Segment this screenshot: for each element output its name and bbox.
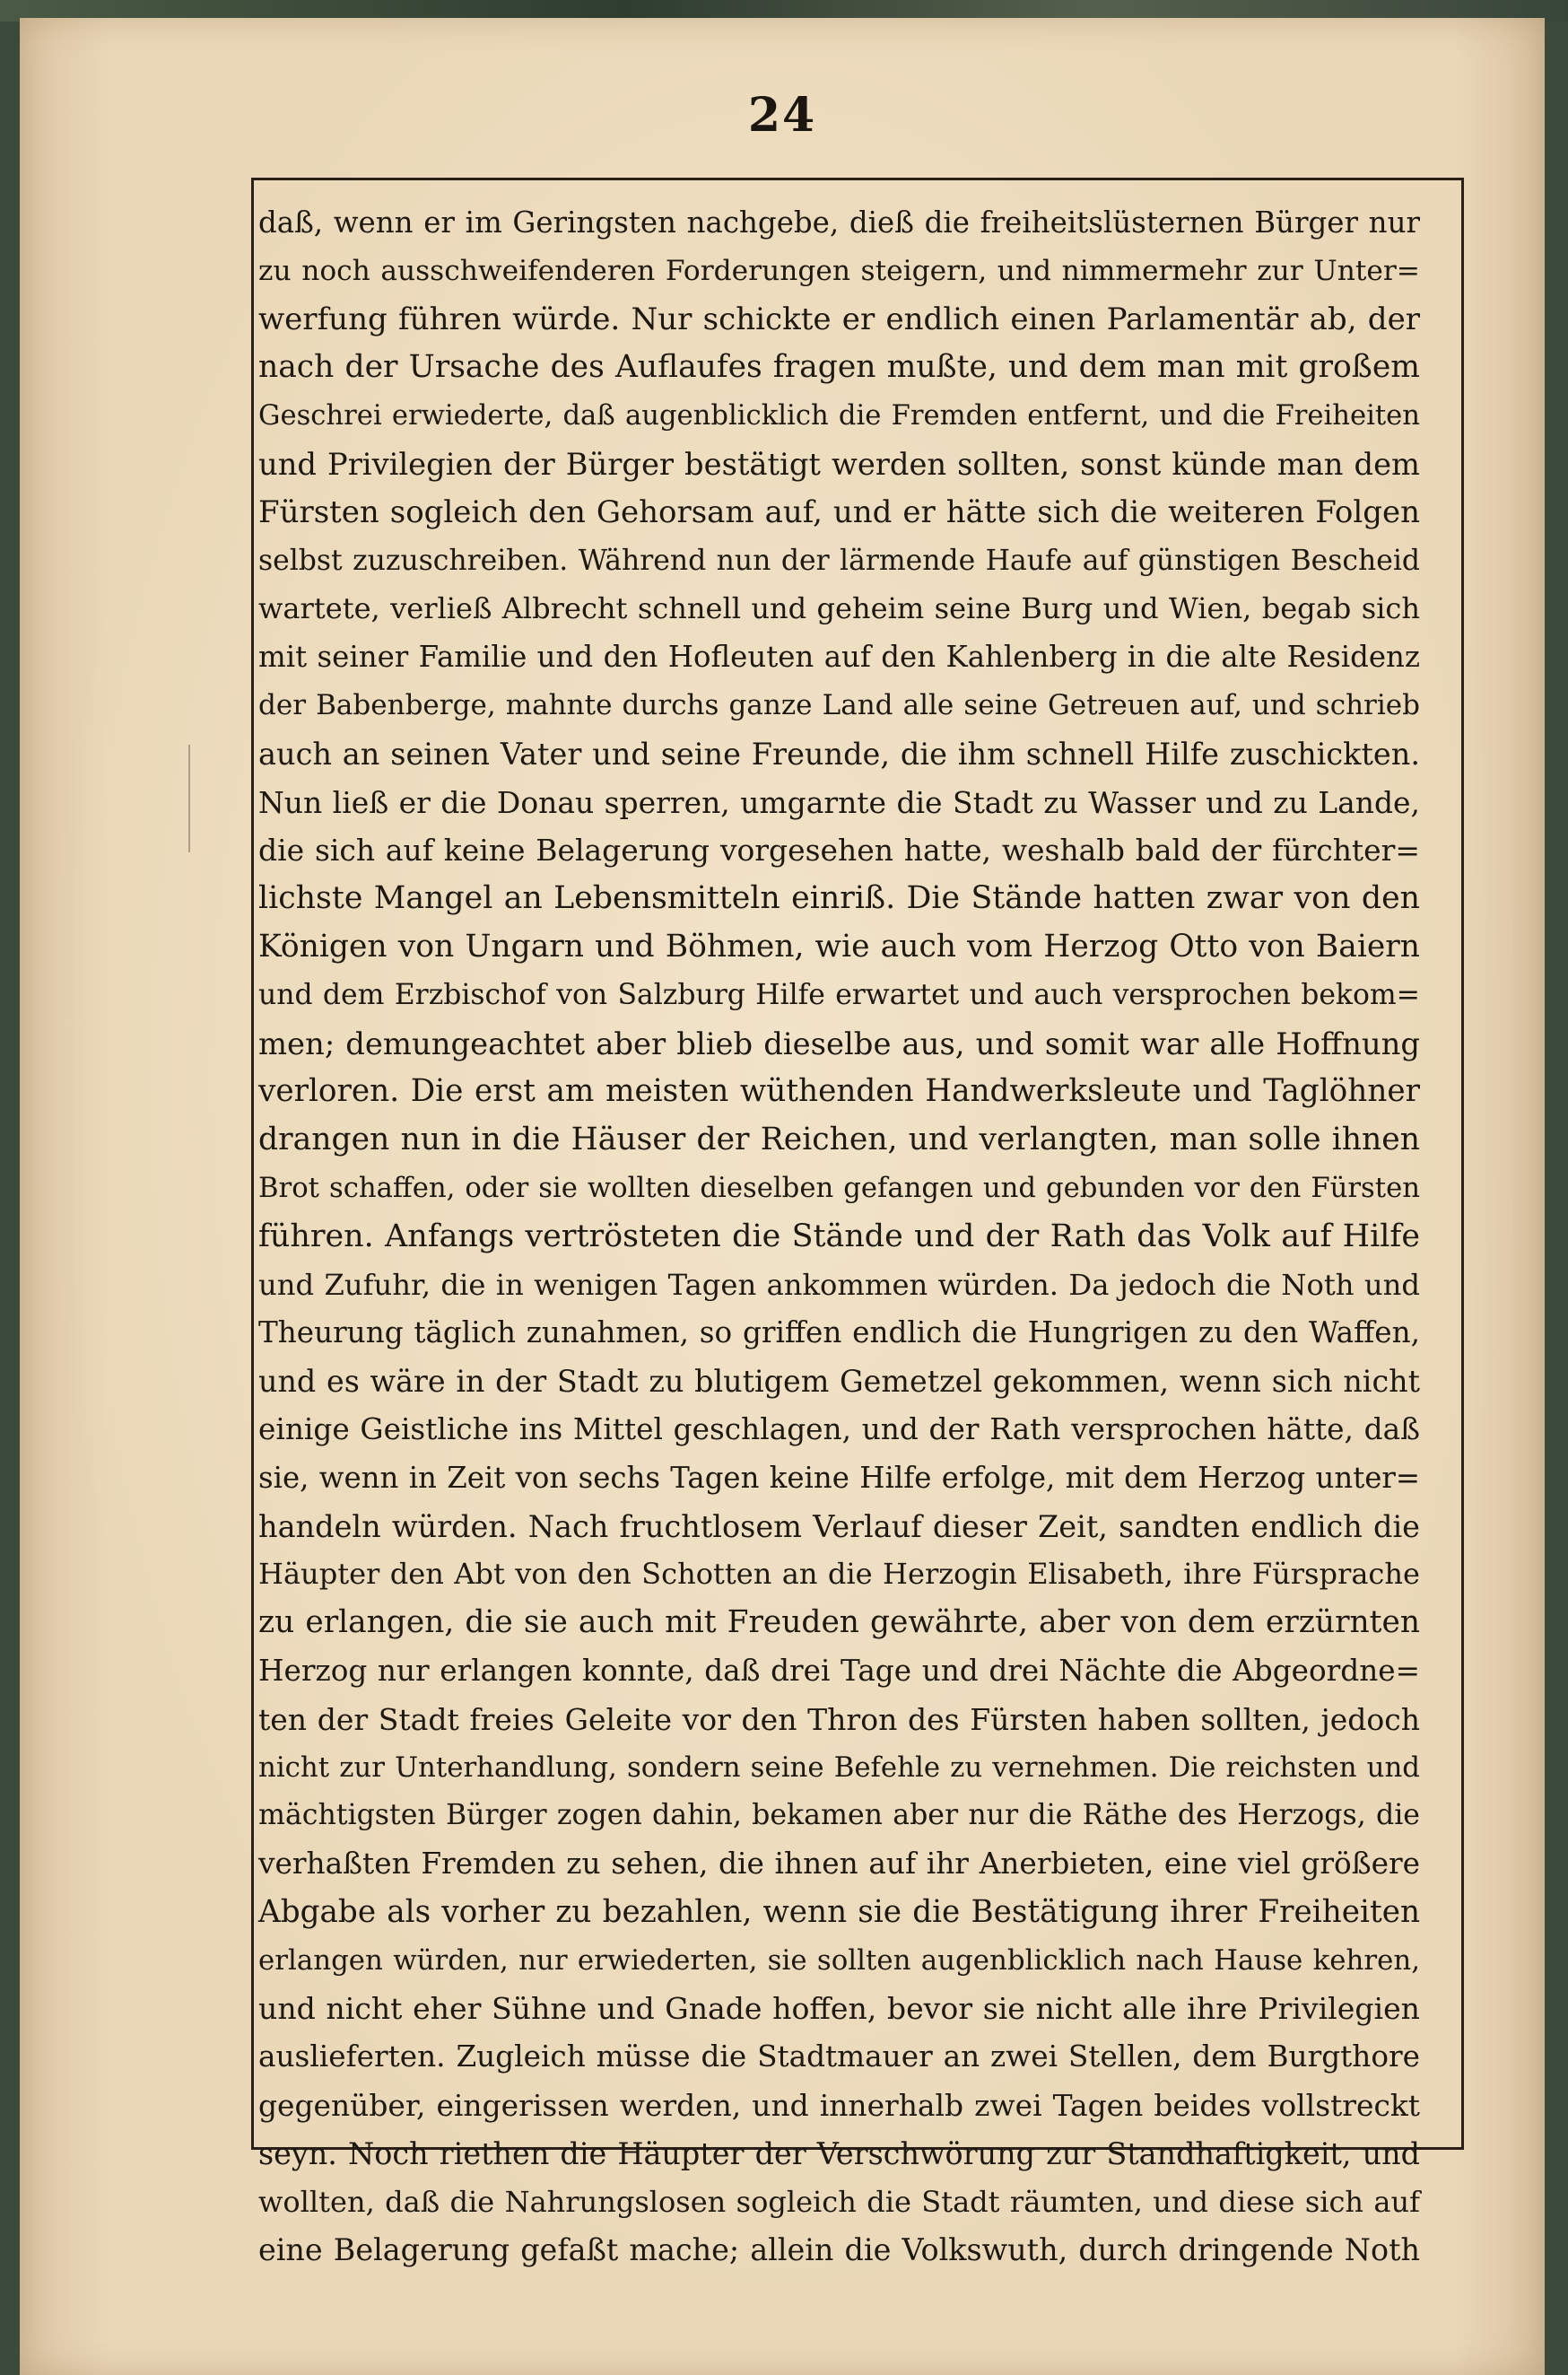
text-line: eine Belagerung gefaßt mache; allein die Volkswuth, durch dringende Noth xyxy=(258,2232,1420,2268)
text-line: verhaßten Fremden zu sehen, die ihnen auf ihr Anerbieten, eine viel größere xyxy=(258,1847,1420,1882)
text-line: und Zufuhr, die in wenigen Tagen ankommen würden. Da jedoch die Noth und xyxy=(258,1267,1420,1302)
text-line: Theurung täglich zunahmen, so griffen endlich die Hungrigen zu den Waffen, xyxy=(258,1315,1420,1350)
text-line: gegenüber, eingerissen werden, und innerhalb zwei Tagen beides vollstreckt xyxy=(258,2088,1420,2124)
text-line: und dem Erzbischof von Salzburg Hilfe erwartet und auch versprochen bekom= xyxy=(258,978,1420,1011)
text-line: auch an seinen Vater und seine Freunde, die ihm schnell Hilfe zuschickten. xyxy=(258,736,1420,772)
text-line: lichste Mangel an Lebensmitteln einriß. Die Stände hatten zwar von den xyxy=(258,880,1420,917)
text-line: und Privilegien der Bürger bestätigt werden sollten, sonst künde man dem xyxy=(258,446,1420,482)
text-line: Häupter den Abt von den Schotten an die Herzogin Elisabeth, ihre Fürsprache xyxy=(258,1557,1420,1592)
text-line: wartete, verließ Albrecht schnell und geheim seine Burg und Wien, begab sich xyxy=(258,591,1420,626)
text-line: wollten, daß die Nahrungslosen sogleich die Stadt räumten, und diese sich auf xyxy=(258,2184,1420,2219)
text-line: nach der Ursache des Auflaufes fragen mußte, und dem man mit großem xyxy=(258,349,1420,386)
text-line: mächtigsten Bürger zogen dahin, bekamen aber nur die Räthe des Herzogs, die xyxy=(258,1799,1420,1832)
text-line: Brot schaffen, oder sie wollten dieselben gefangen und gebunden vor den Fürsten xyxy=(258,1172,1420,1204)
text-line: men; demungeachtet aber blieb dieselbe aus, und somit war alle Hoffnung xyxy=(258,1026,1420,1061)
text-line: Herzog nur erlangen konnte, daß drei Tage und drei Nächte die Abgeordne= xyxy=(258,1653,1420,1688)
text-line: und es wäre in der Stadt zu blutigem Gemetzel gekommen, wenn sich nicht xyxy=(258,1364,1420,1400)
body-text xyxy=(258,199,1420,2275)
text-line: auslieferten. Zugleich müsse die Stadtmauer an zwei Stellen, dem Burgthore xyxy=(258,2039,1420,2074)
text-line: der Babenberge, mahnte durchs ganze Land alle seine Getreuen auf, und schrieb xyxy=(258,688,1420,721)
text-line: selbst zuzuschreiben. Während nun der lärmende Haufe auf günstigen Bescheid xyxy=(258,544,1420,577)
text-line: nicht zur Unterhandlung, sondern seine Befehle zu vernehmen. Die reichsten und xyxy=(258,1751,1420,1784)
text-line: daß, wenn er im Geringsten nachgebe, dieß die freiheitslüsternen Bürger nur xyxy=(258,205,1420,240)
text-line: zu noch ausschweifenderen Forderungen steigern, und nimmermehr zur Unter= xyxy=(258,254,1420,287)
text-line: führen. Anfangs vertrösteten die Stände und der Rath das Volk auf Hilfe xyxy=(258,1218,1420,1254)
text-line: ten der Stadt freies Geleite vor den Thron des Fürsten haben sollten, jedoch xyxy=(258,1701,1420,1737)
text-line: Fürsten sogleich den Gehorsam auf, und er hätte sich die weiteren Folgen xyxy=(258,493,1420,530)
text-line: Geschrei erwiederte, daß augenblicklich die Fremden entfernt, und die Freiheiten xyxy=(258,400,1420,432)
text-line: Nun ließ er die Donau sperren, umgarnte die Stadt zu Wasser und zu Lande, xyxy=(258,784,1420,820)
text-line: einige Geistliche ins Mittel geschlagen, und der Rath versprochen hätte, daß xyxy=(258,1411,1420,1446)
text-line: Abgabe als vorher zu bezahlen, wenn sie die Bestätigung ihrer Freiheiten xyxy=(258,1893,1420,1930)
text-line: sie, wenn in Zeit von sechs Tagen keine Hilfe erfolge, mit dem Herzog unter= xyxy=(258,1460,1420,1495)
text-line: und nicht eher Sühne und Gnade hoffen, bevor sie nicht alle ihre Privilegien xyxy=(258,1991,1420,2027)
text-line: erlangen würden, nur erwiederten, sie sollten augenblicklich nach Hause kehren, xyxy=(258,1943,1420,1977)
margin-pencil-mark xyxy=(188,745,190,852)
text-line: die sich auf keine Belagerung vorgesehen hatte, weshalb bald der fürchter= xyxy=(258,833,1420,869)
text-line: handeln würden. Nach fruchtlosem Verlauf dieser Zeit, sandten endlich die xyxy=(258,1508,1420,1544)
text-line: zu erlangen, die sie auch mit Freuden gewährte, aber von dem erzürnten xyxy=(258,1604,1420,1641)
text-line: mit seiner Familie und den Hofleuten auf den Kahlenberg in die alte Residenz xyxy=(258,640,1420,675)
text-line: drangen nun in die Häuser der Reichen, und verlangten, man solle ihnen xyxy=(258,1122,1420,1158)
page-number: 24 xyxy=(747,88,817,143)
text-line: werfung führen würde. Nur schickte er endlich einen Parlamentär ab, der xyxy=(258,301,1420,337)
text-line: seyn. Noch riethen die Häupter der Verschwörung zur Standhaftigkeit, und xyxy=(258,2135,1420,2171)
text-line: Königen von Ungarn und Böhmen, wie auch vom Herzog Otto von Baiern xyxy=(258,928,1420,965)
text-line: verloren. Die erst am meisten wüthenden Handwerksleute und Taglöhner xyxy=(258,1073,1420,1110)
